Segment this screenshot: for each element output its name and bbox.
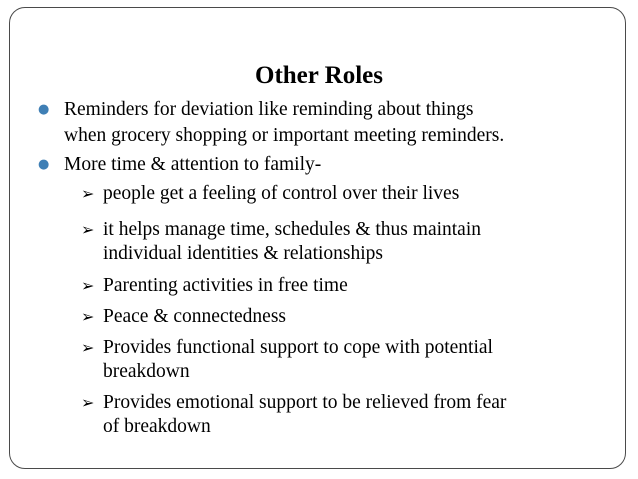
- sub-bullet-text-line: Provides functional support to cope with potential: [103, 337, 493, 358]
- slide-title: Other Roles: [255, 62, 383, 89]
- arrow-bullet-icon: ➢: [81, 184, 95, 203]
- arrow-bullet-icon: ➢: [81, 393, 95, 412]
- sub-bullet-text-line: breakdown: [103, 361, 190, 382]
- sub-bullet-text-line: of breakdown: [103, 416, 211, 437]
- bullet-text-line: Reminders for deviation like reminding about things: [64, 99, 474, 120]
- sub-bullet-text-line: Peace & connectedness: [103, 306, 287, 327]
- sub-bullet-text-line: Parenting activities in free time: [103, 275, 348, 296]
- sub-bullet-text-line: Provides emotional support to be relieved from fear: [103, 392, 507, 413]
- sub-bullet-text-line: individual identities & relationships: [103, 243, 384, 264]
- arrow-bullet-icon: ➢: [81, 276, 95, 295]
- bullet-text-line: when grocery shopping or important meeting reminders.: [64, 125, 505, 146]
- arrow-bullet-icon: ➢: [81, 220, 95, 239]
- arrow-bullet-icon: ➢: [81, 338, 95, 357]
- sub-bullet-text-line: people get a feeling of control over their lives: [103, 183, 460, 204]
- sub-bullet-text-line: it helps manage time, schedules & thus maintain: [103, 219, 482, 240]
- arrow-bullet-icon: ➢: [81, 307, 95, 326]
- bullet-text-line: More time & attention to family-: [64, 154, 322, 175]
- circle-bullet-icon: ●: [38, 102, 50, 117]
- circle-bullet-icon: ●: [38, 157, 50, 172]
